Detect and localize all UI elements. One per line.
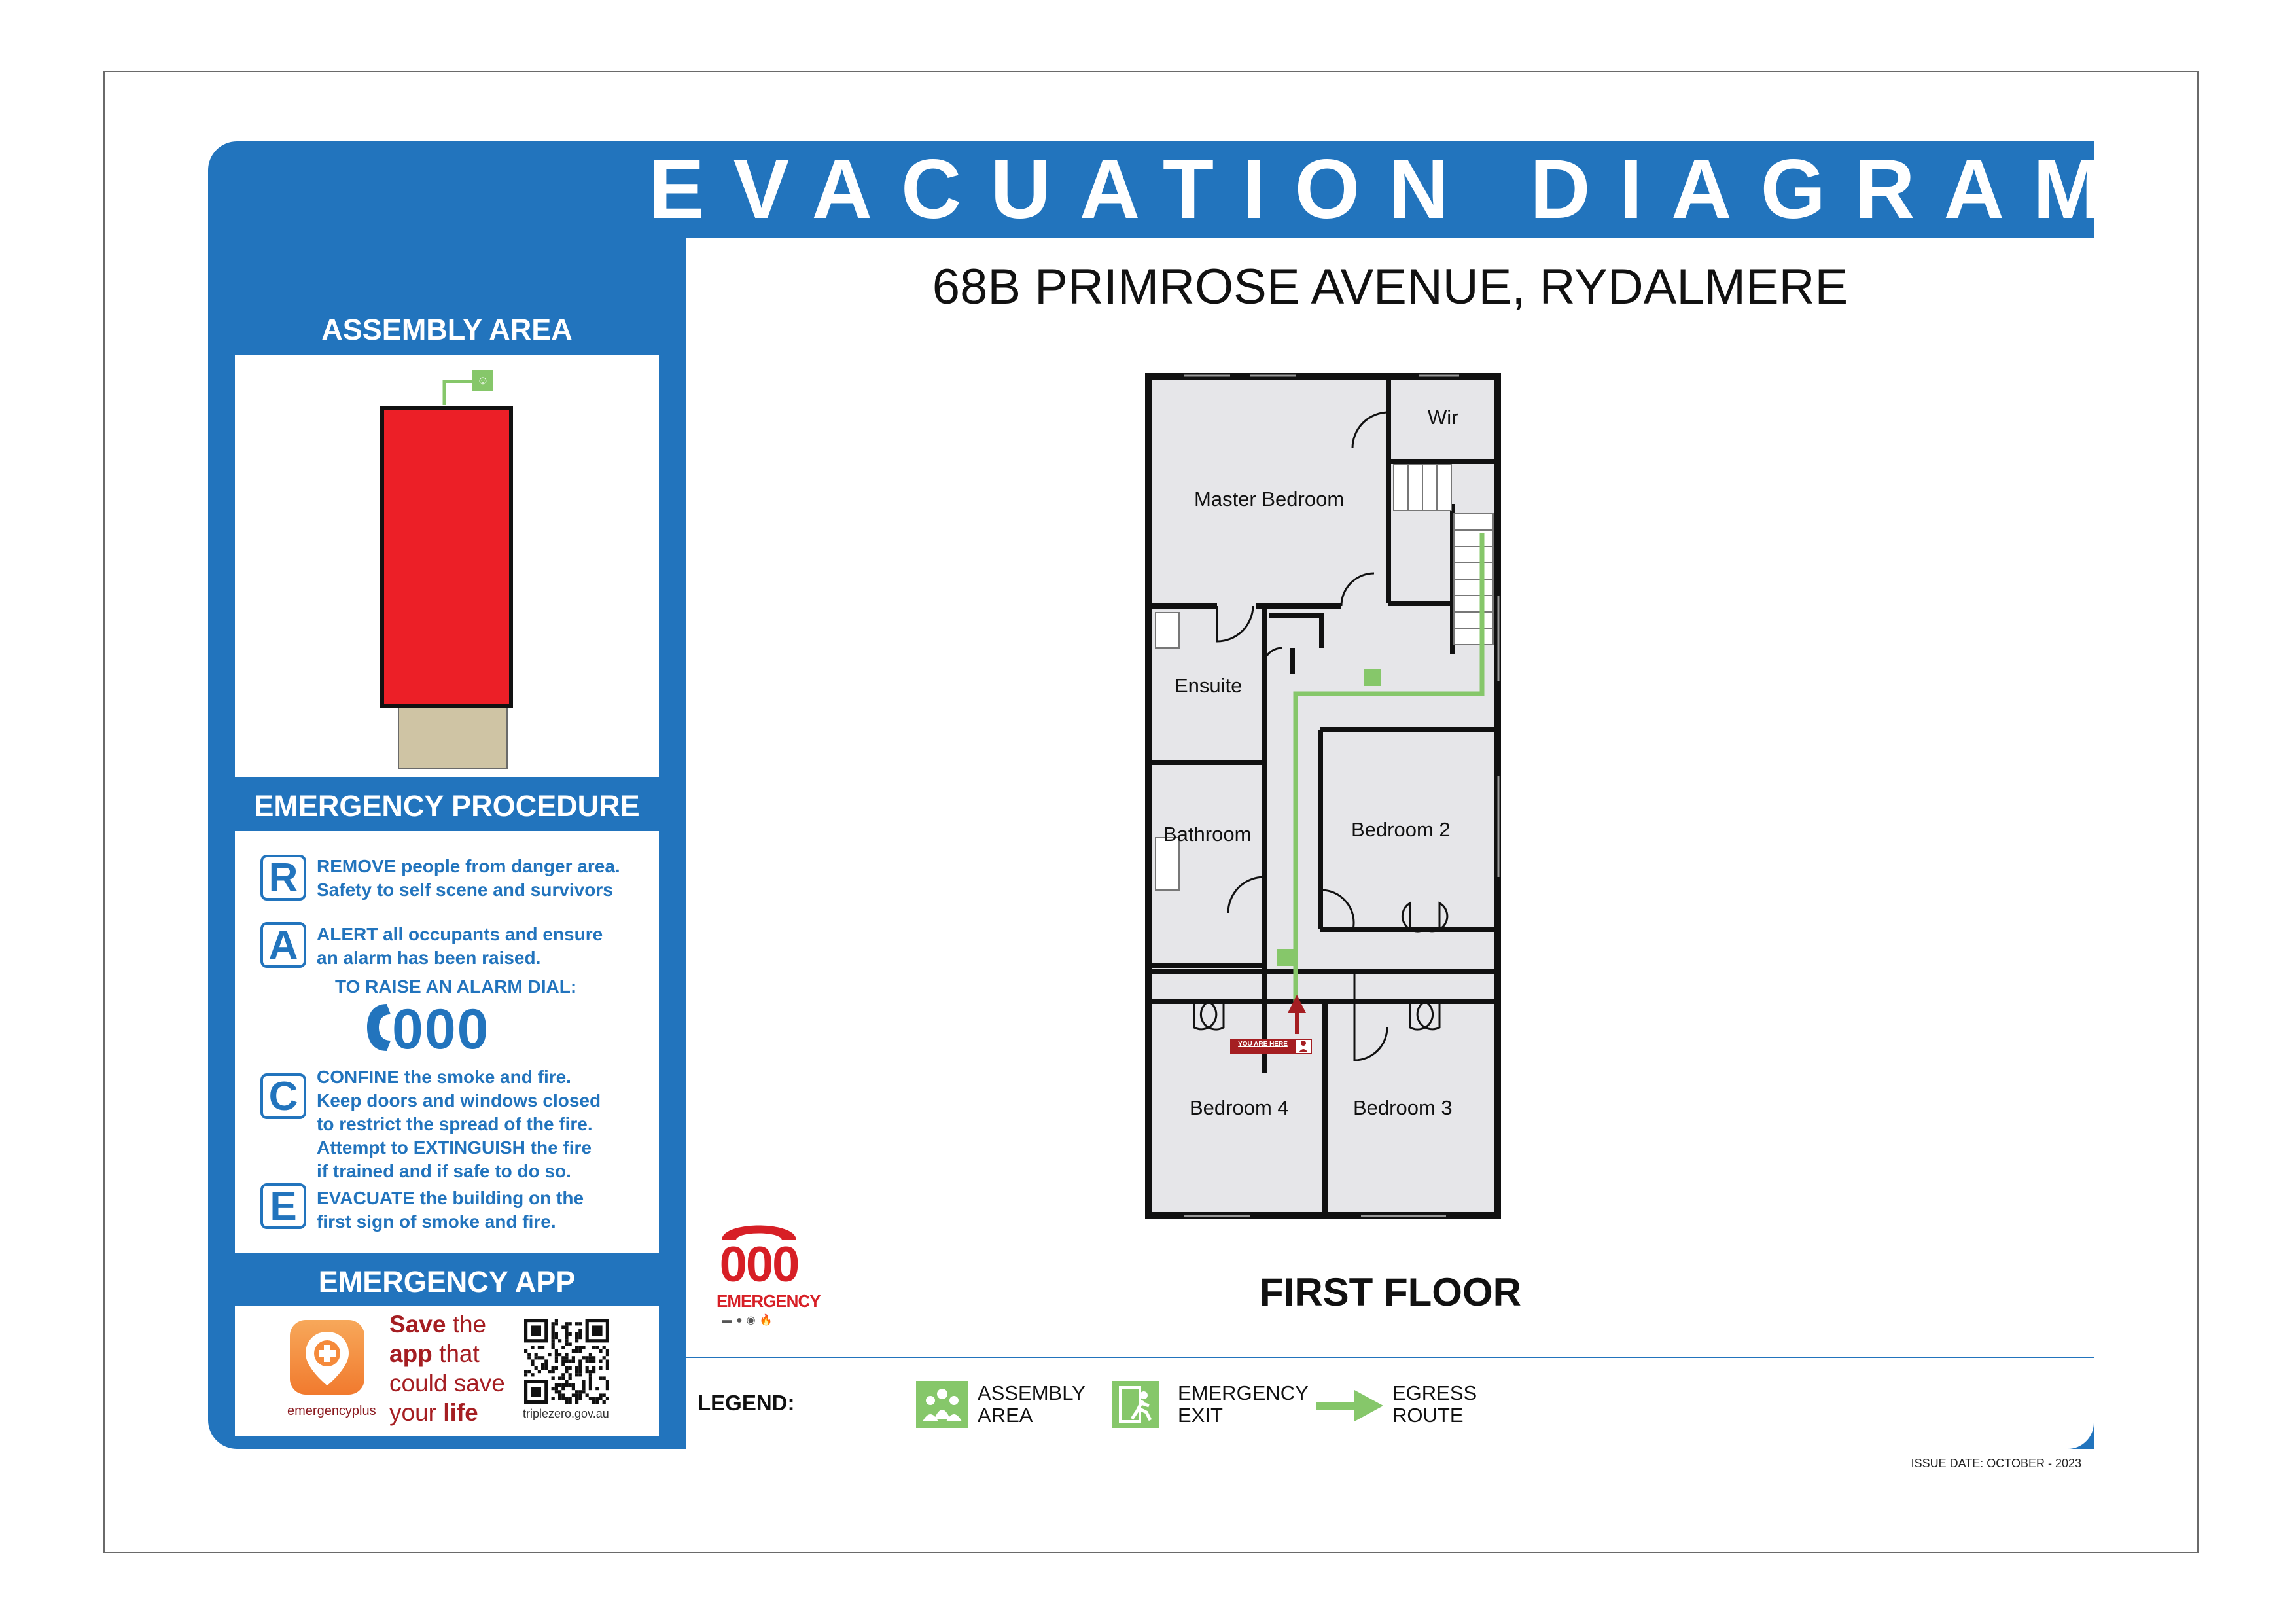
badge-label: EMERGENCY bbox=[716, 1291, 821, 1311]
emergency-000-logo bbox=[716, 1214, 821, 1332]
assembly-area-box bbox=[235, 355, 659, 777]
phone-handset-icon bbox=[363, 1001, 395, 1054]
issue-date: ISSUE DATE: OCTOBER - 2023 bbox=[1911, 1457, 2081, 1470]
letter-r-badge: R bbox=[260, 855, 306, 901]
slogan-save: Save bbox=[389, 1311, 446, 1338]
procedure-evacuate-text: EVACUATE the building on the first sign of smoke and fire. bbox=[317, 1188, 584, 1232]
driveway bbox=[398, 706, 507, 768]
procedure-confine-text: CONFINE the smoke and fire. Keep doors and windows closed to restrict the spread of the fire. Attempt to EXTINGUISH the fire if trained and if safe to do so. bbox=[317, 1067, 601, 1181]
qr-caption: triplezero.gov.au bbox=[523, 1407, 609, 1420]
alarm-number-text: 000 bbox=[392, 998, 490, 1061]
letter-c-badge: C bbox=[260, 1073, 306, 1119]
legend-assembly-label: ASSEMBLY AREA bbox=[978, 1382, 1086, 1427]
emergency-exit-icon bbox=[1112, 1381, 1159, 1428]
diagram-title: EVACUATION DIAGRAM bbox=[648, 143, 2132, 236]
letter-e-badge: E bbox=[260, 1183, 306, 1229]
slogan-app: app bbox=[389, 1340, 433, 1367]
site-map bbox=[235, 355, 659, 777]
app-brand-name: emergencyplus bbox=[287, 1404, 376, 1418]
procedure-alert-text: ALERT all occupants and ensure an alarm has been raised. bbox=[317, 924, 603, 968]
floor-plan bbox=[1145, 373, 1501, 1219]
room-label-ensuite: Ensuite bbox=[1174, 674, 1243, 697]
floor-label: FIRST FLOOR bbox=[1260, 1270, 1521, 1314]
badge-number: 000 bbox=[719, 1237, 799, 1293]
room-label-bathroom: Bathroom bbox=[1163, 823, 1252, 846]
room-label-bedroom-2: Bedroom 2 bbox=[1351, 818, 1451, 841]
you-are-here-label: YOU ARE HERE bbox=[1238, 1041, 1288, 1048]
legend-title: LEGEND: bbox=[698, 1391, 795, 1415]
slogan-the: the bbox=[452, 1311, 487, 1338]
letter-a-badge: A bbox=[260, 922, 306, 968]
procedure-remove-text: REMOVE people from danger area. Safety to self scene and survivors bbox=[317, 856, 620, 900]
svg-text:☺: ☺ bbox=[476, 374, 489, 387]
slogan-your: your bbox=[389, 1399, 436, 1426]
route-to-assembly bbox=[444, 382, 474, 405]
address-heading: 68B PRIMROSE AVENUE, RYDALMERE bbox=[932, 259, 1848, 315]
emergency-app-heading: EMERGENCY APP bbox=[318, 1265, 576, 1298]
slogan-could-save: could save bbox=[389, 1370, 505, 1397]
assembly-area-heading: ASSEMBLY AREA bbox=[321, 313, 573, 346]
service-icons: ▬●◉🔥 bbox=[722, 1315, 777, 1326]
slogan-life: life bbox=[443, 1399, 478, 1426]
emergency-plus-app-icon bbox=[287, 1317, 372, 1402]
alarm-number bbox=[363, 998, 520, 1061]
room-label-wir: Wir bbox=[1428, 406, 1458, 429]
app-slogan bbox=[389, 1310, 505, 1427]
assembly-area-icon bbox=[916, 1381, 968, 1428]
legend-egress-label: EGRESS ROUTE bbox=[1392, 1382, 1477, 1427]
egress-arrow-icon bbox=[1314, 1386, 1386, 1425]
room-label-bedroom-4: Bedroom 4 bbox=[1190, 1096, 1289, 1119]
qr-code bbox=[524, 1319, 609, 1404]
slogan-that: that bbox=[439, 1340, 480, 1367]
legend-divider bbox=[686, 1357, 2094, 1358]
app-box bbox=[235, 1306, 659, 1436]
emergency-procedure-heading: EMERGENCY PROCEDURE bbox=[254, 789, 640, 823]
exit-sign-icon-lower bbox=[1277, 949, 1294, 966]
room-label-bedroom-3: Bedroom 3 bbox=[1353, 1096, 1453, 1119]
alarm-dial-label: TO RAISE AN ALARM DIAL: bbox=[335, 976, 577, 997]
legend-exit-label: EMERGENCY EXIT bbox=[1178, 1382, 1309, 1427]
building-footprint bbox=[382, 408, 511, 706]
room-label-master-bedroom: Master Bedroom bbox=[1194, 488, 1345, 510]
exit-sign-icon-upper bbox=[1364, 669, 1381, 686]
